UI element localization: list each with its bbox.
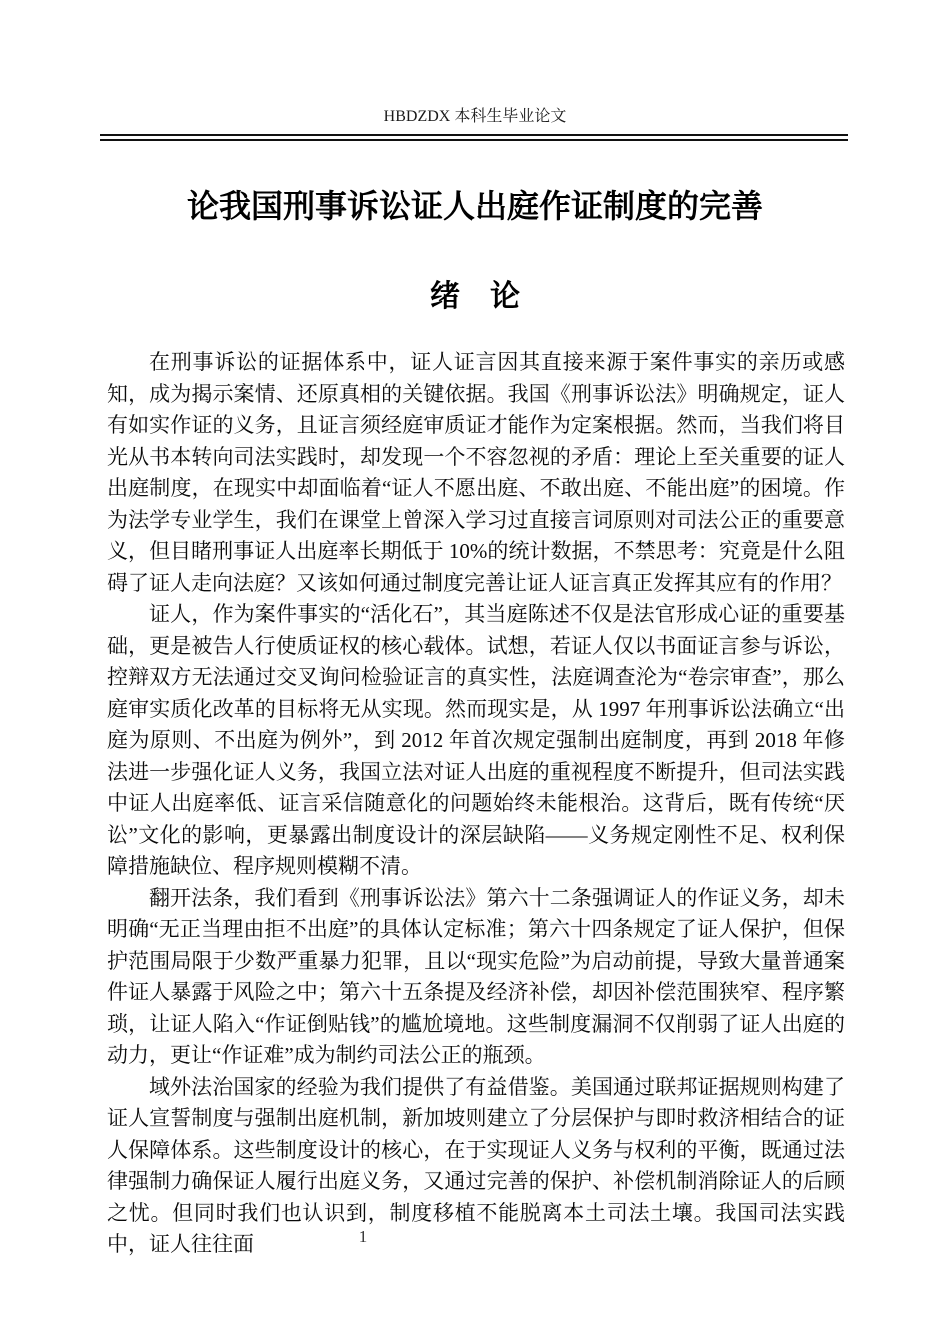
page-header: HBDZDX 本科生毕业论文 <box>383 108 567 125</box>
paragraph-2: 证人，作为案件事实的“活化石”，其当庭陈述不仅是法官形成心证的重要基础，更是被告人行使质证权的核心载体。试想，若证人仅以书面证言参与诉讼，控辩双方无法通过交叉询问检验证言的真实性，法庭调查沦为“卷宗审查”，那么庭审实质化改革的目标将无从实现。然而现实是，从 1997 年刑事诉讼法确立“出庭为原则、不出庭为例外”，到 2012 年首次规定强制出庭制度，再到 2018 年修法进一步强化证人义务，我国立法对证人出庭的重视程度不断提升，但司法实践中证人出庭率低、证言采信随意化的问题始终未能根治。这背后，既有传统“厌讼”文化的影响，更暴露出制度设计的深层缺陷——义务规定刚性不足、权利保障措施缺位、程序规则模糊不清。 <box>107 602 845 878</box>
section-heading-introduction: 绪 论 <box>430 280 520 313</box>
document-title: 论我国刑事诉讼证人出庭作证制度的完善 <box>186 188 763 224</box>
paragraph-3: 翻开法条，我们看到《刑事诉讼法》第六十二条强调证人的作证义务，却未明确“无正当理由拒不出庭”的具体认定标准；第六十四条规定了证人保护，但保护范围局限于少数严重暴力犯罪，且以“现实危险”为启动前提，导致大量普通案件证人暴露于风险之中；第六十五条提及经济补偿，却因补偿范围狭窄、程序繁琐，让证人陷入“作证倒贴钱”的尴尬境地。这些制度漏洞不仅削弱了证人出庭的动力，更让“作证难”成为制约司法公正的瓶颈。 <box>107 885 845 1067</box>
page-number: 1 <box>358 1227 368 1246</box>
body-text <box>107 347 845 1261</box>
paragraph-1: 在刑事诉讼的证据体系中，证人证言因其直接来源于案件事实的亲历或感知，成为揭示案情、还原真相的关键依据。我国《刑事诉讼法》明确规定，证人有如实作证的义务，且证言须经庭审质证才能作为定案根据。然而，当我们将目光从书本转向司法实践时，却发现一个不容忽视的矛盾：理论上至关重要的证人出庭制度，在现实中却面临着“证人不愿出庭、不敢出庭、不能出庭”的困境。作为法学专业学生，我们在课堂上曾深入学习过直接言词原则对司法公正的重要意义，但目睹刑事证人出庭率长期低于 10%的统计数据，不禁思考：究竟是什么阻碍了证人走向法庭？又该如何通过制度完善让证人证言真正发挥其应有的作用？ <box>107 350 845 595</box>
header-double-rule <box>100 134 848 141</box>
paragraph-4: 域外法治国家的经验为我们提供了有益借鉴。美国通过联邦证据规则构建了证人宣誓制度与强制出庭机制，新加坡则建立了分层保护与即时救济相结合的证人保障体系。这些制度设计的核心，在于实现证人义务与权利的平衡，既通过法律强制力确保证人履行出庭义务，又通过完善的保护、补偿机制消除证人的后顾之忧。但同时我们也认识到，制度移植不能脱离本土司法土壤。我国司法实践中，证人往往面 <box>107 1074 845 1256</box>
